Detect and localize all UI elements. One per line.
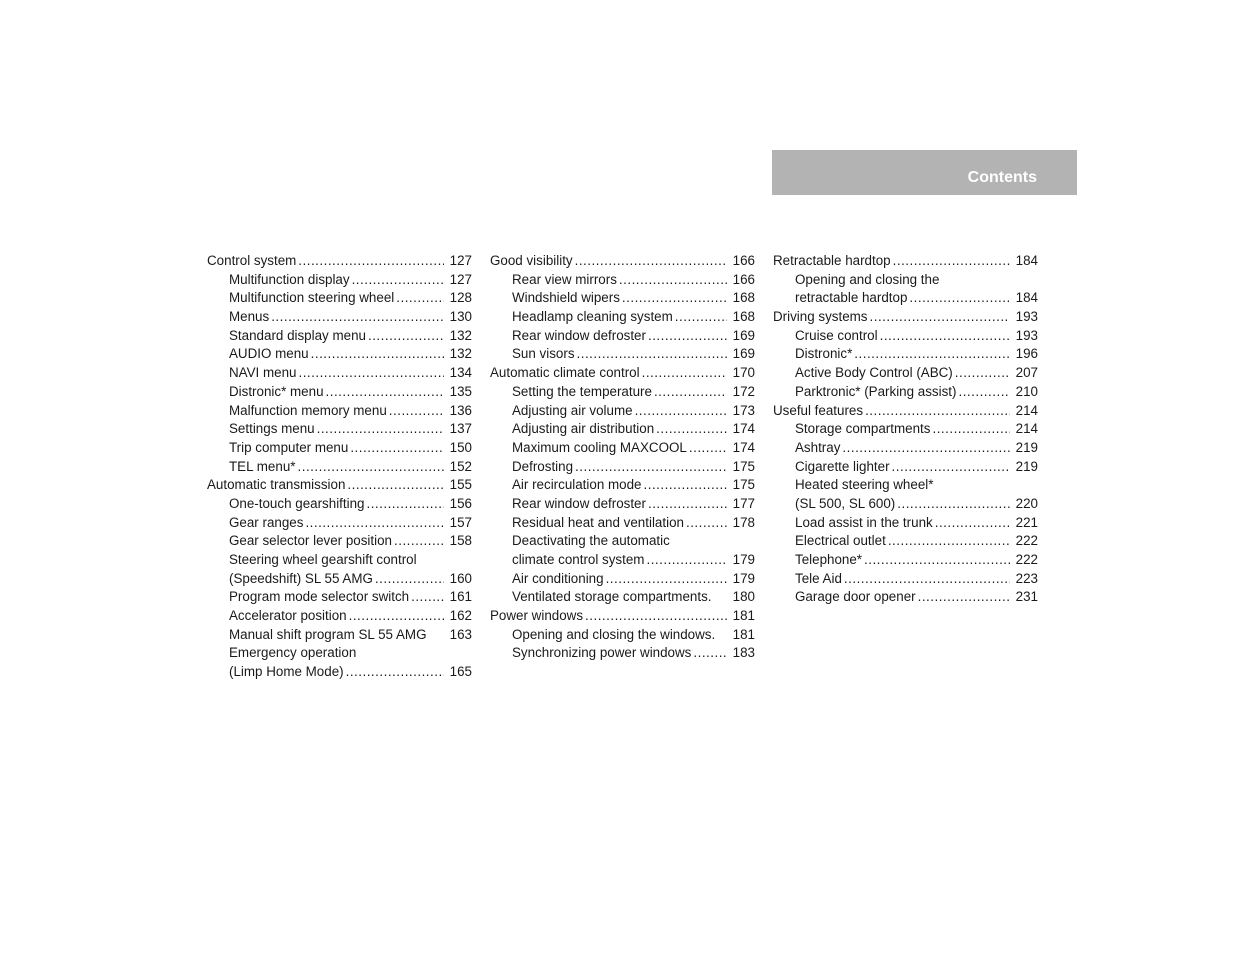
toc-entry-title: Cruise control bbox=[795, 327, 878, 343]
dot-leader bbox=[648, 495, 727, 514]
toc-entry-page: 181 bbox=[732, 626, 755, 642]
toc-column-1 bbox=[207, 252, 472, 682]
toc-entry bbox=[773, 289, 1038, 308]
toc-entry-page: 127 bbox=[449, 271, 472, 287]
toc-column-3 bbox=[773, 252, 1038, 607]
toc-entry bbox=[490, 308, 755, 327]
toc-entry-page: 150 bbox=[449, 439, 472, 455]
dot-leader bbox=[577, 345, 727, 364]
toc-entry-title: Opening and closing the windows. bbox=[512, 626, 716, 642]
toc-entry bbox=[490, 644, 755, 663]
dot-leader bbox=[347, 476, 443, 495]
toc-entry-page: 152 bbox=[449, 458, 472, 474]
toc-entry bbox=[490, 439, 755, 458]
dot-leader bbox=[271, 308, 443, 327]
toc-entry bbox=[207, 271, 472, 290]
toc-entry bbox=[490, 402, 755, 421]
toc-entry-title: Active Body Control (ABC) bbox=[795, 365, 953, 381]
toc-entry-page: 177 bbox=[732, 495, 755, 511]
toc-entry-page: 137 bbox=[449, 421, 472, 437]
toc-entry-title: NAVI menu bbox=[229, 365, 297, 381]
toc-entry bbox=[490, 364, 755, 383]
toc-entry bbox=[773, 345, 1038, 364]
toc-entry-page: 135 bbox=[449, 383, 472, 399]
toc-entry-title: Electrical outlet bbox=[795, 533, 886, 549]
toc-entry bbox=[207, 570, 472, 589]
dot-leader bbox=[350, 439, 443, 458]
toc-entry-page: 178 bbox=[732, 514, 755, 530]
toc-entry-page: 156 bbox=[449, 495, 472, 511]
dot-leader bbox=[585, 607, 727, 626]
toc-entry-title: Air conditioning bbox=[512, 570, 604, 586]
toc-entry-page: 175 bbox=[732, 477, 755, 493]
toc-entry-page: 179 bbox=[732, 570, 755, 586]
toc-entry-title: (SL 500, SL 600) bbox=[795, 495, 896, 511]
toc-entry-title: Adjusting air volume bbox=[512, 402, 633, 418]
toc-entry bbox=[207, 420, 472, 439]
toc-entry-title: Control system bbox=[207, 253, 297, 268]
toc-entry-title: Program mode selector switch bbox=[229, 589, 410, 605]
toc-entry-title: Defrosting bbox=[512, 458, 574, 474]
toc-entry bbox=[207, 644, 472, 663]
toc-entry-page: 172 bbox=[732, 383, 755, 399]
toc-entry-page: 193 bbox=[1015, 309, 1038, 325]
toc-entry bbox=[490, 588, 755, 607]
toc-entry bbox=[773, 439, 1038, 458]
toc-entry-title: Telephone* bbox=[795, 552, 863, 567]
dot-leader bbox=[918, 588, 1010, 607]
dot-leader bbox=[646, 551, 726, 570]
toc-entry-page: 184 bbox=[1015, 290, 1038, 306]
toc-entry bbox=[207, 364, 472, 383]
dot-leader bbox=[686, 514, 727, 533]
toc-entry-page: 130 bbox=[449, 309, 472, 325]
toc-entry bbox=[490, 289, 755, 308]
toc-entry-page: 170 bbox=[732, 365, 755, 381]
toc-entry-title: Deactivating the automatic bbox=[512, 533, 670, 549]
toc-entry bbox=[207, 607, 472, 626]
toc-entry-title: Garage door opener bbox=[795, 589, 916, 605]
dot-leader bbox=[893, 252, 1010, 271]
dot-leader bbox=[689, 439, 727, 458]
dot-leader bbox=[842, 439, 1009, 458]
toc-entry-page: 174 bbox=[732, 421, 755, 437]
toc-entry-page: 168 bbox=[732, 309, 755, 325]
toc-entry-title: Steering wheel gearshift control bbox=[229, 552, 417, 567]
toc-entry-page: 134 bbox=[449, 365, 472, 381]
toc-entry bbox=[773, 458, 1038, 477]
dot-leader bbox=[958, 383, 1009, 402]
toc-entry-title: Automatic climate control bbox=[490, 365, 640, 381]
toc-entry-page: 210 bbox=[1015, 383, 1038, 399]
toc-entry-title: Standard display menu bbox=[229, 327, 366, 343]
dot-leader bbox=[575, 458, 727, 477]
toc-entry bbox=[490, 252, 755, 271]
toc-entry bbox=[207, 252, 472, 271]
toc-entry-title: climate control system bbox=[512, 552, 645, 567]
dot-leader bbox=[935, 514, 1010, 533]
toc-entry-page: 181 bbox=[732, 608, 755, 624]
dot-leader bbox=[897, 495, 1009, 514]
toc-entry bbox=[490, 271, 755, 290]
dot-leader bbox=[675, 308, 727, 327]
toc-entry-page: 158 bbox=[449, 533, 472, 549]
toc-entry bbox=[773, 364, 1038, 383]
dot-leader bbox=[317, 420, 444, 439]
dot-leader bbox=[654, 383, 727, 402]
dot-leader bbox=[346, 663, 444, 682]
toc-entry-page: 222 bbox=[1015, 552, 1038, 567]
dot-leader bbox=[368, 327, 444, 346]
toc-entry bbox=[207, 588, 472, 607]
toc-entry-title: Driving systems bbox=[773, 309, 868, 325]
toc-entry-page: 169 bbox=[732, 327, 755, 343]
toc-entry-page: 132 bbox=[449, 346, 472, 362]
toc-entry bbox=[773, 327, 1038, 346]
toc-entry-title: Rear window defroster bbox=[512, 495, 646, 511]
dot-leader bbox=[394, 532, 444, 551]
toc-entry-page: 174 bbox=[732, 439, 755, 455]
dot-leader bbox=[622, 289, 727, 308]
dot-leader bbox=[932, 420, 1009, 439]
toc-entry-title: Menus bbox=[229, 309, 270, 325]
toc-entry-title: Distronic* menu bbox=[229, 383, 324, 399]
dot-leader bbox=[311, 345, 444, 364]
toc-entry bbox=[490, 420, 755, 439]
toc-entry-title: Headlamp cleaning system bbox=[512, 309, 673, 325]
toc-entry bbox=[207, 383, 472, 402]
toc-entry bbox=[773, 514, 1038, 533]
toc-entry-title: Ventilated storage compartments. bbox=[512, 589, 712, 605]
toc-entry-page: 183 bbox=[732, 645, 755, 661]
toc-entry-page: 214 bbox=[1015, 421, 1038, 437]
toc-entry-title: TEL menu* bbox=[229, 458, 296, 474]
toc-entry-page: 161 bbox=[449, 589, 472, 605]
toc-entry bbox=[773, 570, 1038, 589]
toc-entry bbox=[773, 271, 1038, 290]
dot-leader bbox=[389, 402, 444, 421]
toc-entry bbox=[773, 402, 1038, 421]
page-title: Contents bbox=[967, 169, 1037, 186]
toc-entry bbox=[207, 327, 472, 346]
dot-leader bbox=[644, 476, 727, 495]
toc-entry-title: Power windows bbox=[490, 608, 584, 624]
toc-entry-page: 207 bbox=[1015, 365, 1038, 381]
toc-entry-page: 169 bbox=[732, 346, 755, 362]
dot-leader bbox=[854, 345, 1009, 364]
dot-leader bbox=[909, 289, 1009, 308]
toc-entry-page: 166 bbox=[732, 253, 755, 268]
dot-leader bbox=[298, 252, 443, 271]
dot-leader bbox=[349, 607, 444, 626]
dot-leader bbox=[844, 570, 1010, 589]
toc-entry-title: Retractable hardtop bbox=[773, 253, 891, 268]
toc-entry bbox=[773, 532, 1038, 551]
toc-entry-title: Ashtray bbox=[795, 439, 841, 455]
toc-entry-title: Synchronizing power windows bbox=[512, 645, 692, 661]
toc-entry-title: Settings menu bbox=[229, 421, 315, 437]
toc-entry bbox=[207, 345, 472, 364]
section-header-bar bbox=[772, 150, 1077, 195]
toc-entry bbox=[490, 551, 755, 570]
dot-leader bbox=[892, 458, 1010, 477]
toc-entry-page: 193 bbox=[1015, 327, 1038, 343]
toc-entry-title: Trip computer menu bbox=[229, 439, 349, 455]
toc-entry bbox=[490, 607, 755, 626]
toc-entry-page: 220 bbox=[1015, 495, 1038, 511]
dot-leader bbox=[870, 308, 1010, 327]
toc-entry bbox=[773, 588, 1038, 607]
toc-entry-title: Parktronic* (Parking assist) bbox=[795, 383, 957, 399]
toc-entry-title: Manual shift program SL 55 AMG bbox=[229, 626, 427, 642]
toc-entry-page: 219 bbox=[1015, 458, 1038, 474]
toc-entry bbox=[207, 514, 472, 533]
toc-entry-page: 175 bbox=[732, 458, 755, 474]
dot-leader bbox=[298, 458, 444, 477]
toc-entry-title: Setting the temperature bbox=[512, 383, 652, 399]
toc-entry-title: (Limp Home Mode) bbox=[229, 664, 344, 680]
toc-entry bbox=[490, 345, 755, 364]
toc-entry-title: Emergency operation bbox=[229, 645, 357, 661]
toc-entry-page: 179 bbox=[732, 552, 755, 567]
toc-entry-page: 162 bbox=[449, 608, 472, 624]
toc-entry-page: 157 bbox=[449, 514, 472, 530]
dot-leader bbox=[305, 514, 443, 533]
toc-entry bbox=[490, 532, 755, 551]
toc-entry-title: Maximum cooling MAXCOOL bbox=[512, 439, 687, 455]
toc-entry bbox=[207, 551, 472, 570]
toc-entry-title: Load assist in the trunk bbox=[795, 514, 933, 530]
toc-entry bbox=[207, 308, 472, 327]
dot-leader bbox=[619, 271, 727, 290]
toc-entry-title: Distronic* bbox=[795, 346, 853, 362]
toc-entry-page: 166 bbox=[732, 271, 755, 287]
toc-entry-title: Opening and closing the bbox=[795, 271, 940, 287]
dot-leader bbox=[648, 327, 727, 346]
toc-entry-page: 180 bbox=[732, 589, 755, 605]
toc-entry-title: Storage compartments bbox=[795, 421, 931, 437]
toc-entry bbox=[490, 626, 755, 645]
toc-entry-page: 223 bbox=[1015, 570, 1038, 586]
toc-entry-title: Multifunction display bbox=[229, 271, 350, 287]
toc-entry bbox=[207, 402, 472, 421]
toc-entry-page: 136 bbox=[449, 402, 472, 418]
toc-entry-page: 160 bbox=[449, 570, 472, 586]
toc-entry bbox=[490, 383, 755, 402]
toc-entry-title: (Speedshift) SL 55 AMG bbox=[229, 570, 373, 586]
dot-leader bbox=[635, 402, 727, 421]
dot-leader bbox=[298, 364, 443, 383]
toc-entry bbox=[207, 495, 472, 514]
dot-leader bbox=[366, 495, 443, 514]
toc-entry-title: Heated steering wheel* bbox=[795, 477, 934, 493]
toc-entry bbox=[207, 476, 472, 495]
toc-entry-title: Gear ranges bbox=[229, 514, 304, 530]
dot-leader bbox=[693, 644, 726, 663]
toc-entry-page: 163 bbox=[449, 626, 472, 642]
toc-entry bbox=[773, 383, 1038, 402]
dot-leader bbox=[888, 532, 1010, 551]
dot-leader bbox=[606, 570, 727, 589]
toc-entry-page: 184 bbox=[1015, 253, 1038, 268]
dot-leader bbox=[411, 588, 444, 607]
toc-entry-title: Windshield wipers bbox=[512, 290, 620, 306]
toc-entry-title: Good visibility bbox=[490, 253, 573, 268]
dot-leader bbox=[396, 289, 443, 308]
toc-entry bbox=[207, 626, 472, 645]
dot-leader bbox=[575, 252, 727, 271]
toc-entry-page: 231 bbox=[1015, 589, 1038, 605]
toc-entry bbox=[490, 458, 755, 477]
toc-entry bbox=[207, 532, 472, 551]
toc-entry-page: 165 bbox=[449, 664, 472, 680]
toc-entry-title: Rear window defroster bbox=[512, 327, 646, 343]
toc-entry-title: Malfunction memory menu bbox=[229, 402, 387, 418]
dot-leader bbox=[864, 551, 1010, 570]
toc-entry bbox=[773, 252, 1038, 271]
toc-entry-title: Adjusting air distribution bbox=[512, 421, 655, 437]
toc-entry-page: 173 bbox=[732, 402, 755, 418]
toc-entry-page: 128 bbox=[449, 290, 472, 306]
toc-entry bbox=[773, 495, 1038, 514]
toc-entry-page: 168 bbox=[732, 290, 755, 306]
toc-entry bbox=[773, 420, 1038, 439]
toc-entry-title: Gear selector lever position bbox=[229, 533, 392, 549]
toc-entry bbox=[490, 476, 755, 495]
toc-entry-title: Air recirculation mode bbox=[512, 477, 642, 493]
toc-entry-title: Multifunction steering wheel bbox=[229, 290, 395, 306]
toc-entry-title: AUDIO menu bbox=[229, 346, 309, 362]
dot-leader bbox=[642, 364, 727, 383]
toc-entry-page: 132 bbox=[449, 327, 472, 343]
dot-leader bbox=[865, 402, 1010, 421]
toc-entry-page: 222 bbox=[1015, 533, 1038, 549]
toc-entry-title: Automatic transmission bbox=[207, 477, 346, 493]
dot-leader bbox=[352, 271, 444, 290]
toc-entry bbox=[773, 551, 1038, 570]
toc-entry-page: 155 bbox=[449, 477, 472, 493]
toc-entry-title: Accelerator position bbox=[229, 608, 347, 624]
toc-entry bbox=[490, 570, 755, 589]
toc-entry-page: 219 bbox=[1015, 439, 1038, 455]
dot-leader bbox=[880, 327, 1010, 346]
toc-entry-title: retractable hardtop bbox=[795, 290, 908, 306]
toc-entry-page: 196 bbox=[1015, 346, 1038, 362]
toc-entry-page: 221 bbox=[1015, 514, 1038, 530]
dot-leader bbox=[326, 383, 444, 402]
toc-entry-page: 127 bbox=[449, 253, 472, 268]
toc-entry bbox=[207, 458, 472, 477]
toc-entry bbox=[207, 663, 472, 682]
toc-entry-page: 214 bbox=[1015, 402, 1038, 418]
toc-entry bbox=[773, 308, 1038, 327]
toc-entry bbox=[773, 476, 1038, 495]
toc-entry bbox=[490, 327, 755, 346]
toc-entry-title: One-touch gearshifting bbox=[229, 495, 365, 511]
dot-leader bbox=[955, 364, 1010, 383]
toc-entry bbox=[207, 439, 472, 458]
toc-entry bbox=[207, 289, 472, 308]
dot-leader bbox=[375, 570, 444, 589]
toc-entry-title: Tele Aid bbox=[795, 570, 842, 586]
toc-entry-title: Rear view mirrors bbox=[512, 271, 617, 287]
dot-leader bbox=[656, 420, 726, 439]
toc-entry bbox=[490, 495, 755, 514]
toc-entry bbox=[490, 514, 755, 533]
toc-entry-title: Sun visors bbox=[512, 346, 575, 362]
toc-entry-title: Cigarette lighter bbox=[795, 458, 890, 474]
toc-entry-title: Residual heat and ventilation bbox=[512, 514, 684, 530]
toc-entry-title: Useful features bbox=[773, 402, 864, 418]
toc-column-2 bbox=[490, 252, 755, 663]
